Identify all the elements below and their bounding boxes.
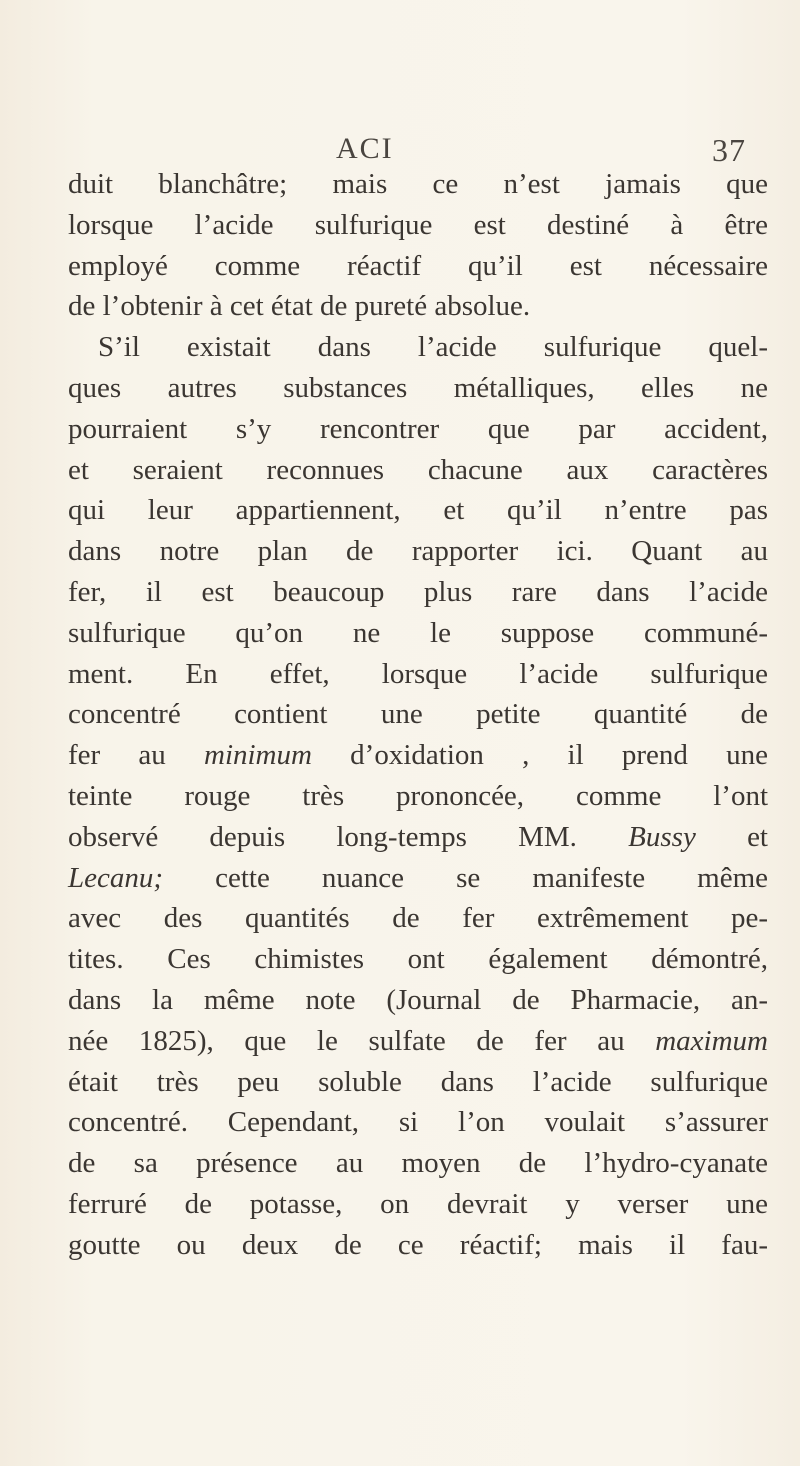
text-line: fer au minimum d’oxidation , il prend une xyxy=(68,739,769,772)
text-line: et seraient reconnues chacune aux caractères xyxy=(68,453,768,486)
text-line: S’il existait dans l’acide sulfurique quel- xyxy=(98,331,768,364)
text-line: ment. En effet, lorsque l’acide sulfurique xyxy=(68,657,768,690)
text-line: employé comme réactif qu’il est nécessaire xyxy=(68,249,768,282)
page-number: 37 xyxy=(712,132,746,168)
text-line: ferruré de potasse, on devrait y verser une xyxy=(68,1187,768,1220)
text-line: de l’obtenir à cet état de pureté absolue. xyxy=(68,290,531,323)
running-head: ACI xyxy=(336,132,394,165)
text-line: sulfurique qu’on ne le suppose communé- xyxy=(68,616,768,649)
text-line: était très peu soluble dans l’acide sulfurique xyxy=(68,1065,768,1098)
text-line: duit blanchâtre; mais ce n’est jamais que xyxy=(68,168,768,200)
text-line: ques autres substances métalliques, elles ne xyxy=(68,371,768,404)
text-line: concentré. Cependant, si l’on voulait s’assurer xyxy=(68,1106,768,1139)
text-line: tites. Ces chimistes ont également démontré, xyxy=(68,943,768,976)
text-line: Lecanu; cette nuance se manifeste même xyxy=(68,861,768,894)
text-line: goutte ou deux de ce réactif; mais il fau- xyxy=(68,1228,768,1261)
text-line: née 1825), que le sulfate de fer au maximum xyxy=(68,1024,768,1057)
text-line: pourraient s’y rencontrer que par accident, xyxy=(68,412,768,445)
text-line: fer, il est beaucoup plus rare dans l’acide xyxy=(68,575,768,608)
text-line: avec des quantités de fer extrêmement pe- xyxy=(68,902,768,935)
text-line: observé depuis long-temps MM. Bussy et xyxy=(68,820,768,853)
text-line: dans notre plan de rapporter ici. Quant au xyxy=(68,535,768,568)
body-text xyxy=(68,164,768,1266)
text-line: dans la même note (Journal de Pharmacie, an- xyxy=(68,983,768,1016)
text-line: de sa présence au moyen de l’hydro-cyanate xyxy=(68,1147,768,1180)
text-line: concentré contient une petite quantité de xyxy=(68,698,768,731)
text-line: teinte rouge très prononcée, comme l’ont xyxy=(68,779,768,812)
text-line: qui leur appartiennent, et qu’il n’entre pas xyxy=(68,494,768,527)
text-line: lorsque l’acide sulfurique est destiné à être xyxy=(68,208,768,241)
